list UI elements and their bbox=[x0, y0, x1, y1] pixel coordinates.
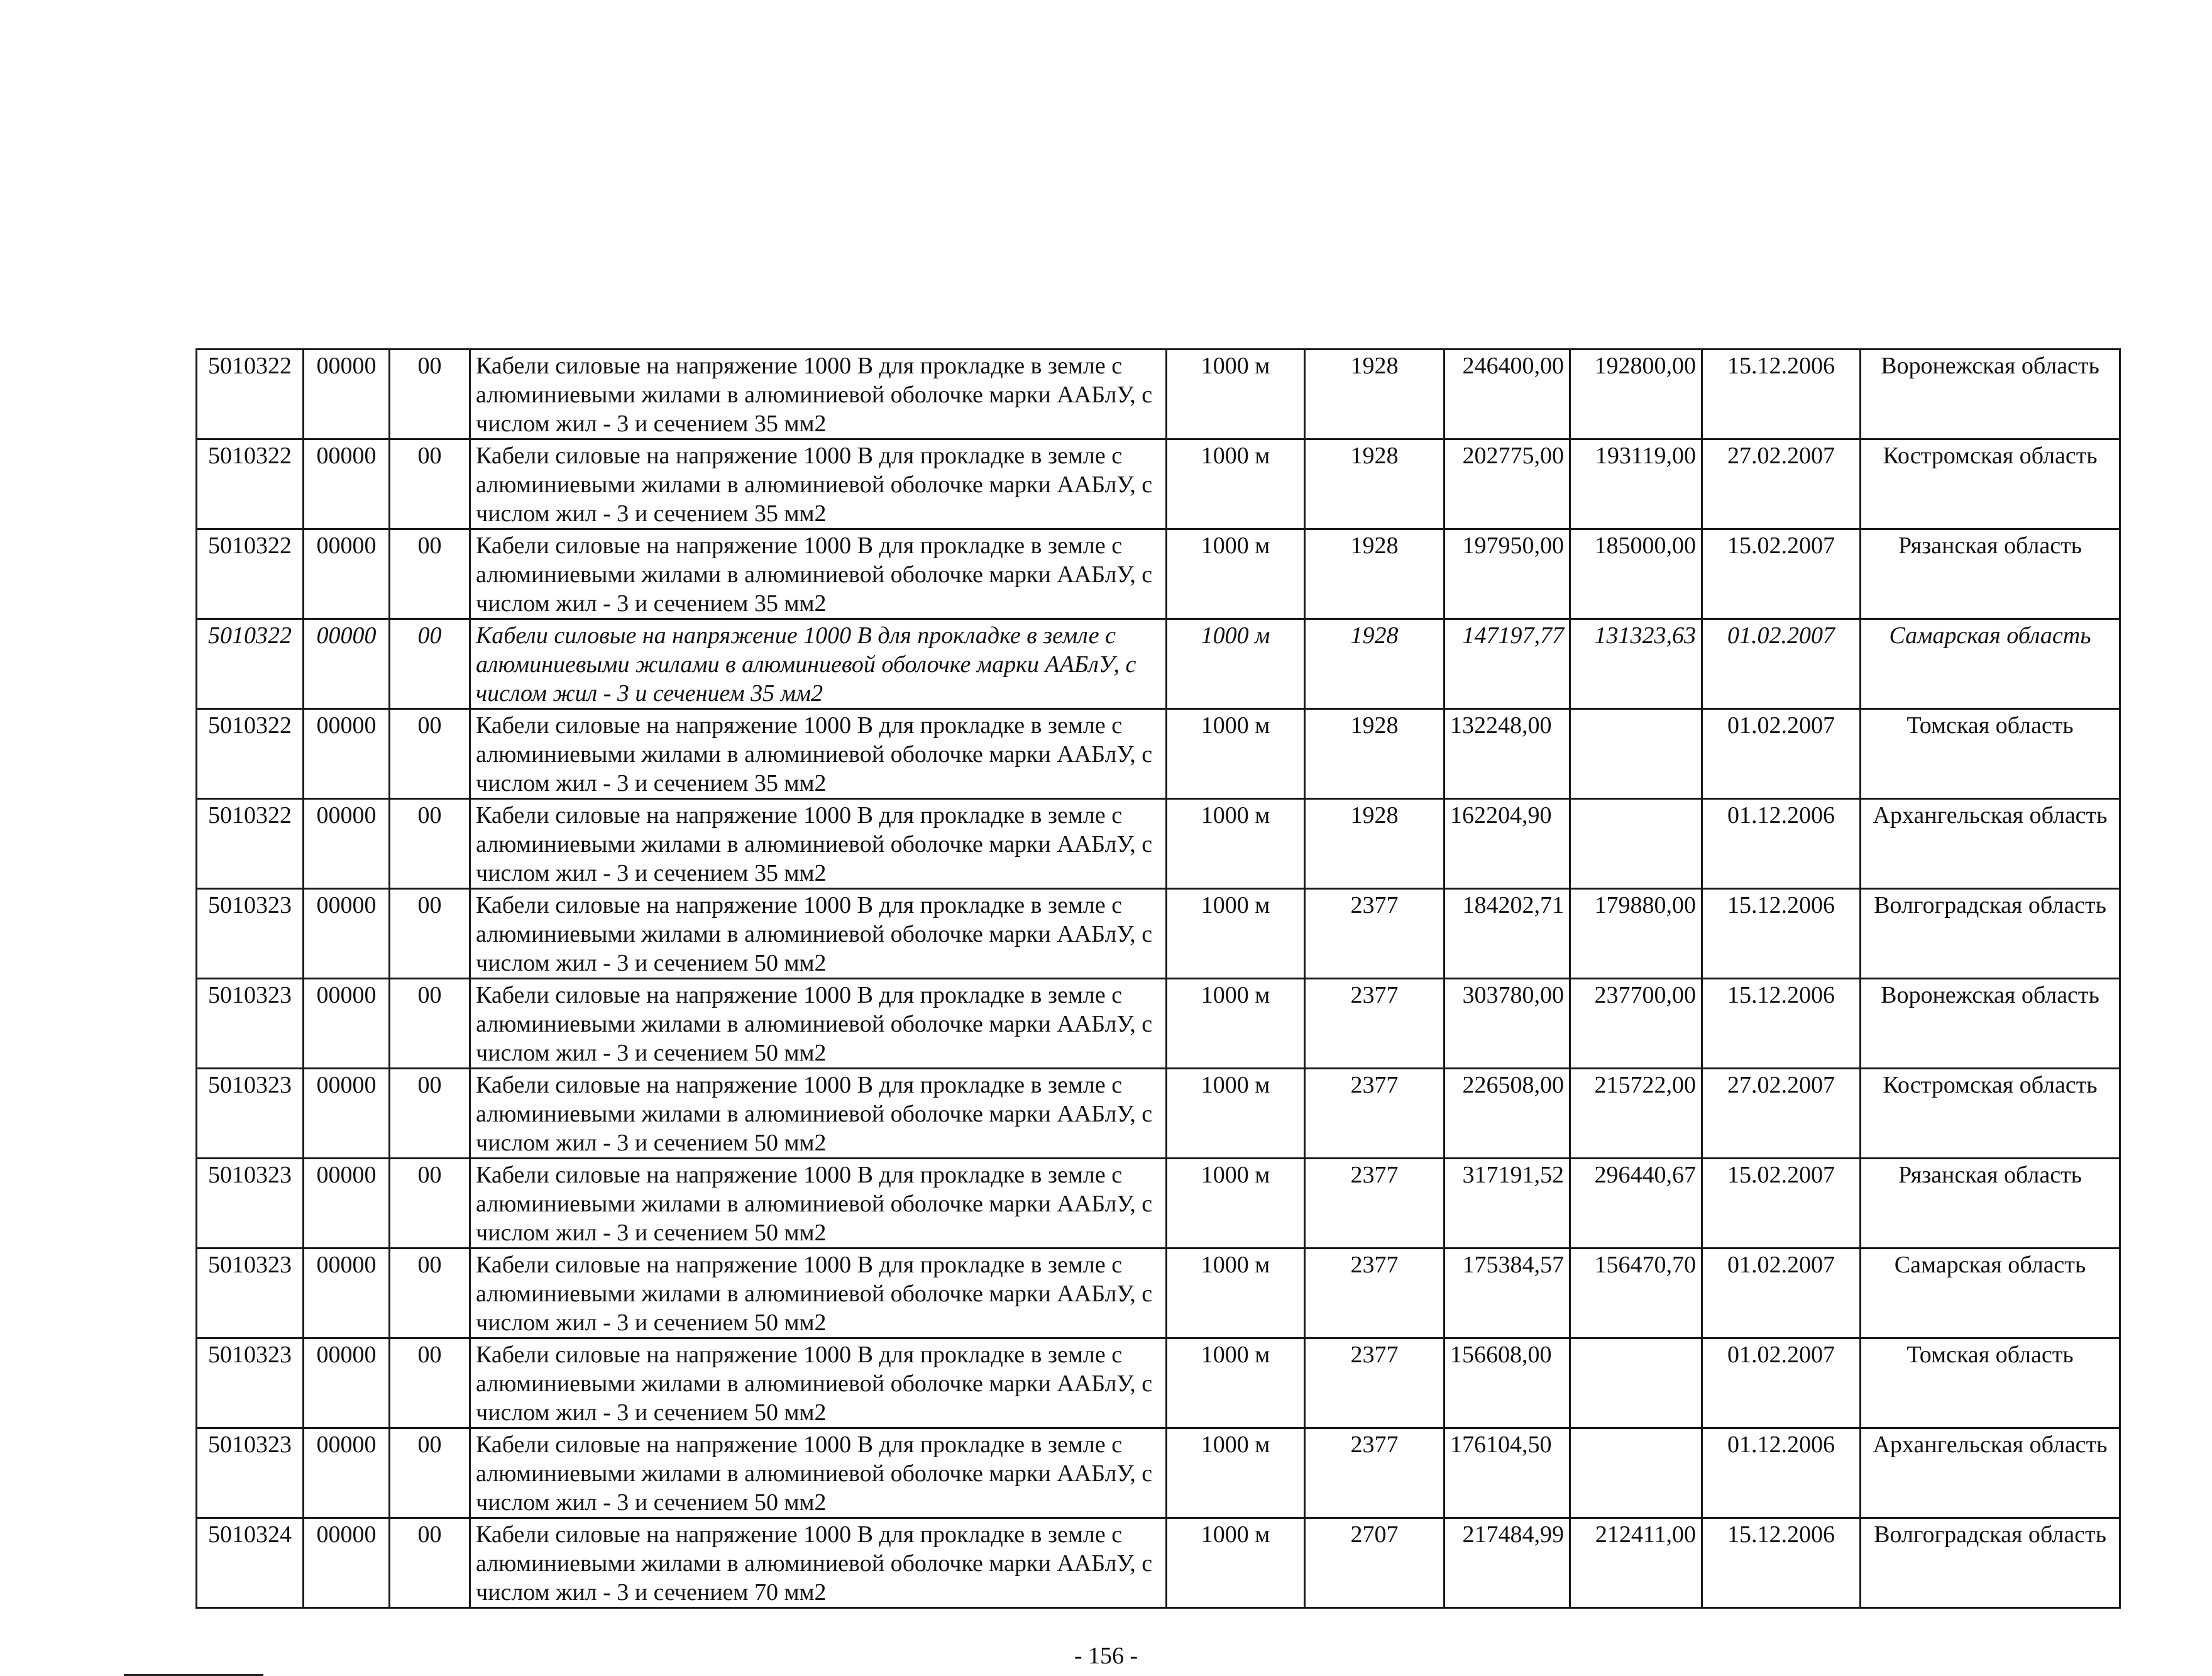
item-code-cell: 5010322 bbox=[197, 529, 304, 619]
region-cell: Томская область bbox=[1861, 1338, 2120, 1428]
date-cell: 27.02.2007 bbox=[1702, 439, 1861, 529]
subcode-cell: 00000 bbox=[304, 350, 390, 439]
table-row bbox=[197, 1159, 2120, 1249]
table-row bbox=[197, 1249, 2120, 1338]
price-secondary-cell: 296440,67 bbox=[1570, 1159, 1702, 1249]
description-cell: Кабели силовые на напряжение 1000 В для прокладке в земле с алюминиевыми жилами в алюминиевой оболочке марки ААБлУ, с числом жил - 3 и сечением 50 мм2 bbox=[470, 1428, 1167, 1518]
region-cell: Самарская область bbox=[1861, 1249, 2120, 1338]
reference-cell: 2707 bbox=[1305, 1518, 1444, 1608]
category-cell: 00 bbox=[390, 1428, 470, 1518]
table-row bbox=[197, 1069, 2120, 1159]
reference-cell: 2377 bbox=[1305, 979, 1444, 1069]
region-cell: Волгоградская область bbox=[1861, 1518, 2120, 1608]
item-code-cell: 5010323 bbox=[197, 1428, 304, 1518]
price-secondary-cell bbox=[1570, 1428, 1702, 1518]
price-primary-cell: 317191,52 bbox=[1444, 1159, 1570, 1249]
price-secondary-cell bbox=[1570, 1338, 1702, 1428]
region-cell: Архангельская область bbox=[1861, 1428, 2120, 1518]
description-cell: Кабели силовые на напряжение 1000 В для прокладке в земле с алюминиевыми жилами в алюминиевой оболочке марки ААБлУ, с числом жил - 3 и сечением 35 мм2 bbox=[470, 529, 1167, 619]
subcode-cell: 00000 bbox=[304, 529, 390, 619]
region-cell: Рязанская область bbox=[1861, 529, 2120, 619]
category-cell: 00 bbox=[390, 1518, 470, 1608]
date-cell: 15.12.2006 bbox=[1702, 350, 1861, 439]
category-cell: 00 bbox=[390, 799, 470, 889]
unit-cell: 1000 м bbox=[1167, 439, 1305, 529]
price-secondary-cell bbox=[1570, 709, 1702, 799]
subcode-cell: 00000 bbox=[304, 1159, 390, 1249]
region-cell: Костромская область bbox=[1861, 439, 2120, 529]
subcode-cell: 00000 bbox=[304, 799, 390, 889]
price-primary-cell: 202775,00 bbox=[1444, 439, 1570, 529]
description-cell: Кабели силовые на напряжение 1000 В для прокладке в земле с алюминиевыми жилами в алюминиевой оболочке марки ААБлУ, с числом жил - 3 и сечением 70 мм2 bbox=[470, 1518, 1167, 1608]
category-cell: 00 bbox=[390, 439, 470, 529]
category-cell: 00 bbox=[390, 619, 470, 709]
reference-cell: 1928 bbox=[1305, 799, 1444, 889]
price-primary-cell: 246400,00 bbox=[1444, 350, 1570, 439]
price-primary-cell: 197950,00 bbox=[1444, 529, 1570, 619]
region-cell: Архангельская область bbox=[1861, 799, 2120, 889]
subcode-cell: 00000 bbox=[304, 709, 390, 799]
item-code-cell: 5010323 bbox=[197, 979, 304, 1069]
description-cell: Кабели силовые на напряжение 1000 В для прокладке в земле с алюминиевыми жилами в алюминиевой оболочке марки ААБлУ, с числом жил - 3 и сечением 50 мм2 bbox=[470, 1249, 1167, 1338]
region-cell: Рязанская область bbox=[1861, 1159, 2120, 1249]
unit-cell: 1000 м bbox=[1167, 1249, 1305, 1338]
description-cell: Кабели силовые на напряжение 1000 В для прокладке в земле с алюминиевыми жилами в алюминиевой оболочке марки ААБлУ, с числом жил - 3 и сечением 35 мм2 bbox=[470, 799, 1167, 889]
region-cell: Воронежская область bbox=[1861, 350, 2120, 439]
price-secondary-cell: 179880,00 bbox=[1570, 889, 1702, 979]
region-cell: Томская область bbox=[1861, 709, 2120, 799]
reference-cell: 1928 bbox=[1305, 619, 1444, 709]
price-secondary-cell: 215722,00 bbox=[1570, 1069, 1702, 1159]
description-cell: Кабели силовые на напряжение 1000 В для прокладке в земле с алюминиевыми жилами в алюминиевой оболочке марки ААБлУ, с числом жил - 3 и сечением 50 мм2 bbox=[470, 1069, 1167, 1159]
price-secondary-cell bbox=[1570, 799, 1702, 889]
subcode-cell: 00000 bbox=[304, 1428, 390, 1518]
table-row bbox=[197, 350, 2120, 439]
item-code-cell: 5010323 bbox=[197, 1249, 304, 1338]
unit-cell: 1000 м bbox=[1167, 1518, 1305, 1608]
table-row bbox=[197, 1338, 2120, 1428]
item-code-cell: 5010323 bbox=[197, 1338, 304, 1428]
reference-cell: 1928 bbox=[1305, 529, 1444, 619]
page-number: - 156 - bbox=[1074, 1643, 1138, 1669]
subcode-cell: 00000 bbox=[304, 439, 390, 529]
table-row bbox=[197, 619, 2120, 709]
price-primary-cell: 175384,57 bbox=[1444, 1249, 1570, 1338]
category-cell: 00 bbox=[390, 529, 470, 619]
region-cell: Волгоградская область bbox=[1861, 889, 2120, 979]
unit-cell: 1000 м bbox=[1167, 619, 1305, 709]
reference-cell: 1928 bbox=[1305, 709, 1444, 799]
table-row bbox=[197, 439, 2120, 529]
date-cell: 27.02.2007 bbox=[1702, 1069, 1861, 1159]
category-cell: 00 bbox=[390, 1338, 470, 1428]
category-cell: 00 bbox=[390, 709, 470, 799]
date-cell: 15.12.2006 bbox=[1702, 1518, 1861, 1608]
price-secondary-cell: 193119,00 bbox=[1570, 439, 1702, 529]
price-primary-cell: 176104,50 bbox=[1444, 1428, 1570, 1518]
category-cell: 00 bbox=[390, 1249, 470, 1338]
description-cell: Кабели силовые на напряжение 1000 В для прокладке в земле с алюминиевыми жилами в алюминиевой оболочке марки ААБлУ, с числом жил - 3 и сечением 35 мм2 bbox=[470, 439, 1167, 529]
unit-cell: 1000 м bbox=[1167, 799, 1305, 889]
reference-cell: 2377 bbox=[1305, 1159, 1444, 1249]
table-row bbox=[197, 1428, 2120, 1518]
price-table bbox=[195, 348, 2121, 1609]
subcode-cell: 00000 bbox=[304, 619, 390, 709]
unit-cell: 1000 м bbox=[1167, 1428, 1305, 1518]
unit-cell: 1000 м bbox=[1167, 1159, 1305, 1249]
reference-cell: 2377 bbox=[1305, 1249, 1444, 1338]
category-cell: 00 bbox=[390, 889, 470, 979]
item-code-cell: 5010322 bbox=[197, 709, 304, 799]
description-cell: Кабели силовые на напряжение 1000 В для прокладке в земле с алюминиевыми жилами в алюминиевой оболочке марки ААБлУ, с числом жил - 3 и сечением 35 мм2 bbox=[470, 619, 1167, 709]
subcode-cell: 00000 bbox=[304, 1518, 390, 1608]
subcode-cell: 00000 bbox=[304, 1069, 390, 1159]
description-cell: Кабели силовые на напряжение 1000 В для прокладке в земле с алюминиевыми жилами в алюминиевой оболочке марки ААБлУ, с числом жил - 3 и сечением 50 мм2 bbox=[470, 1159, 1167, 1249]
price-primary-cell: 184202,71 bbox=[1444, 889, 1570, 979]
category-cell: 00 bbox=[390, 350, 470, 439]
reference-cell: 2377 bbox=[1305, 889, 1444, 979]
date-cell: 01.02.2007 bbox=[1702, 1249, 1861, 1338]
price-primary-cell: 217484,99 bbox=[1444, 1518, 1570, 1608]
price-primary-cell: 147197,77 bbox=[1444, 619, 1570, 709]
item-code-cell: 5010323 bbox=[197, 1069, 304, 1159]
item-code-cell: 5010322 bbox=[197, 439, 304, 529]
reference-cell: 2377 bbox=[1305, 1069, 1444, 1159]
region-cell: Костромская область bbox=[1861, 1069, 2120, 1159]
reference-cell: 1928 bbox=[1305, 439, 1444, 529]
price-secondary-cell: 212411,00 bbox=[1570, 1518, 1702, 1608]
date-cell: 15.02.2007 bbox=[1702, 1159, 1861, 1249]
table-body bbox=[197, 350, 2120, 1608]
date-cell: 01.02.2007 bbox=[1702, 619, 1861, 709]
price-primary-cell: 132248,00 bbox=[1444, 709, 1570, 799]
description-cell: Кабели силовые на напряжение 1000 В для прокладке в земле с алюминиевыми жилами в алюминиевой оболочке марки ААБлУ, с числом жил - 3 и сечением 50 мм2 bbox=[470, 889, 1167, 979]
date-cell: 01.12.2006 bbox=[1702, 799, 1861, 889]
price-primary-cell: 303780,00 bbox=[1444, 979, 1570, 1069]
item-code-cell: 5010322 bbox=[197, 619, 304, 709]
item-code-cell: 5010323 bbox=[197, 889, 304, 979]
unit-cell: 1000 м bbox=[1167, 709, 1305, 799]
price-primary-cell: 162204,90 bbox=[1444, 799, 1570, 889]
subcode-cell: 00000 bbox=[304, 889, 390, 979]
description-cell: Кабели силовые на напряжение 1000 В для прокладке в земле с алюминиевыми жилами в алюминиевой оболочке марки ААБлУ, с числом жил - 3 и сечением 50 мм2 bbox=[470, 1338, 1167, 1428]
description-cell: Кабели силовые на напряжение 1000 В для прокладке в земле с алюминиевыми жилами в алюминиевой оболочке марки ААБлУ, с числом жил - 3 и сечением 35 мм2 bbox=[470, 709, 1167, 799]
table-row bbox=[197, 799, 2120, 889]
unit-cell: 1000 м bbox=[1167, 979, 1305, 1069]
item-code-cell: 5010324 bbox=[197, 1518, 304, 1608]
category-cell: 00 bbox=[390, 1069, 470, 1159]
region-cell: Самарская область bbox=[1861, 619, 2120, 709]
date-cell: 15.02.2007 bbox=[1702, 529, 1861, 619]
price-secondary-cell: 185000,00 bbox=[1570, 529, 1702, 619]
table-row bbox=[197, 709, 2120, 799]
unit-cell: 1000 м bbox=[1167, 1069, 1305, 1159]
price-secondary-cell: 131323,63 bbox=[1570, 619, 1702, 709]
subcode-cell: 00000 bbox=[304, 1249, 390, 1338]
date-cell: 01.02.2007 bbox=[1702, 1338, 1861, 1428]
price-secondary-cell: 192800,00 bbox=[1570, 350, 1702, 439]
item-code-cell: 5010323 bbox=[197, 1159, 304, 1249]
description-cell: Кабели силовые на напряжение 1000 В для прокладке в земле с алюминиевыми жилами в алюминиевой оболочке марки ААБлУ, с числом жил - 3 и сечением 50 мм2 bbox=[470, 979, 1167, 1069]
category-cell: 00 bbox=[390, 979, 470, 1069]
reference-cell: 1928 bbox=[1305, 350, 1444, 439]
table-row bbox=[197, 1518, 2120, 1608]
date-cell: 01.02.2007 bbox=[1702, 709, 1861, 799]
subcode-cell: 00000 bbox=[304, 979, 390, 1069]
date-cell: 15.12.2006 bbox=[1702, 979, 1861, 1069]
category-cell: 00 bbox=[390, 1159, 470, 1249]
price-primary-cell: 156608,00 bbox=[1444, 1338, 1570, 1428]
item-code-cell: 5010322 bbox=[197, 350, 304, 439]
reference-cell: 2377 bbox=[1305, 1428, 1444, 1518]
reference-cell: 2377 bbox=[1305, 1338, 1444, 1428]
price-primary-cell: 226508,00 bbox=[1444, 1069, 1570, 1159]
unit-cell: 1000 м bbox=[1167, 1338, 1305, 1428]
subcode-cell: 00000 bbox=[304, 1338, 390, 1428]
table-row bbox=[197, 979, 2120, 1069]
table-row bbox=[197, 529, 2120, 619]
unit-cell: 1000 м bbox=[1167, 889, 1305, 979]
region-cell: Воронежская область bbox=[1861, 979, 2120, 1069]
description-cell: Кабели силовые на напряжение 1000 В для прокладке в земле с алюминиевыми жилами в алюминиевой оболочке марки ААБлУ, с числом жил - 3 и сечением 35 мм2 bbox=[470, 350, 1167, 439]
table-row bbox=[197, 889, 2120, 979]
unit-cell: 1000 м bbox=[1167, 529, 1305, 619]
unit-cell: 1000 м bbox=[1167, 350, 1305, 439]
price-secondary-cell: 237700,00 bbox=[1570, 979, 1702, 1069]
date-cell: 01.12.2006 bbox=[1702, 1428, 1861, 1518]
price-secondary-cell: 156470,70 bbox=[1570, 1249, 1702, 1338]
item-code-cell: 5010322 bbox=[197, 799, 304, 889]
date-cell: 15.12.2006 bbox=[1702, 889, 1861, 979]
